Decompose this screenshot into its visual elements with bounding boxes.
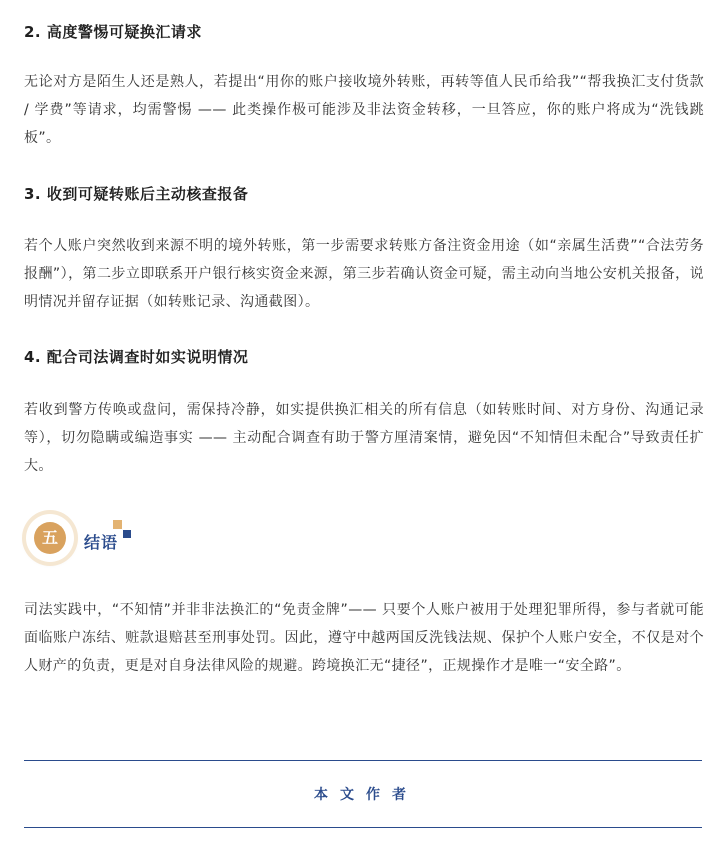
divider-top: [24, 760, 702, 761]
decorative-square-blue: [123, 530, 131, 538]
conclusion-badge: [26, 514, 74, 562]
decorative-square-gold: [113, 520, 122, 529]
conclusion-paragraph: 司法实践中，“不知情”并非非法换汇的“免责金牌”—— 只要个人账户被用于处理犯罪所得，参与者就可能面临账户冻结、赃款退赔甚至刑事处罚。因此，遵守中越两国反洗钱法规、保护个人账户安全，不仅是对个人财产的负责，更是对自身法律风险的规避。跨境换汇无“捷径”，正规操作才是唯一“安全路”。: [24, 602, 704, 674]
badge-number: 五: [34, 522, 66, 554]
conclusion-title: 结语: [84, 533, 119, 552]
section-paragraph-2: 无论对方是陌生人还是熟人，若提出“用你的账户接收境外转账，再转等值人民币给我”“帮我换汇支付货款 / 学费”等请求，均需警惕 —— 此类操作极可能涉及非法资金转移，一旦答应，你的账户将成为“洗钱跳板”。: [24, 74, 704, 146]
section-heading-2: 2. 高度警惕可疑换汇请求: [24, 23, 202, 41]
section-heading-3: 3. 收到可疑转账后主动核查报备: [24, 185, 249, 203]
section-paragraph-4: 若收到警方传唤或盘问，需保持冷静，如实提供换汇相关的所有信息（如转账时间、对方身份、沟通记录等），切勿隐瞒或编造事实 —— 主动配合调查有助于警方厘清案情，避免因“不知情但未配合”导致责任扩大。: [24, 402, 704, 474]
author-heading: 本文作者: [314, 787, 418, 803]
section-heading-4: 4. 配合司法调查时如实说明情况: [24, 348, 249, 366]
divider-bottom: [24, 827, 702, 828]
section-paragraph-3: 若个人账户突然收到来源不明的境外转账，第一步需要求转账方备注资金用途（如“亲属生活费”“合法劳务报酬”），第二步立即联系开户银行核实资金来源，第三步若确认资金可疑，需主动向当地公安机关报备，说明情况并留存证据（如转账记录、沟通截图）。: [24, 238, 704, 310]
